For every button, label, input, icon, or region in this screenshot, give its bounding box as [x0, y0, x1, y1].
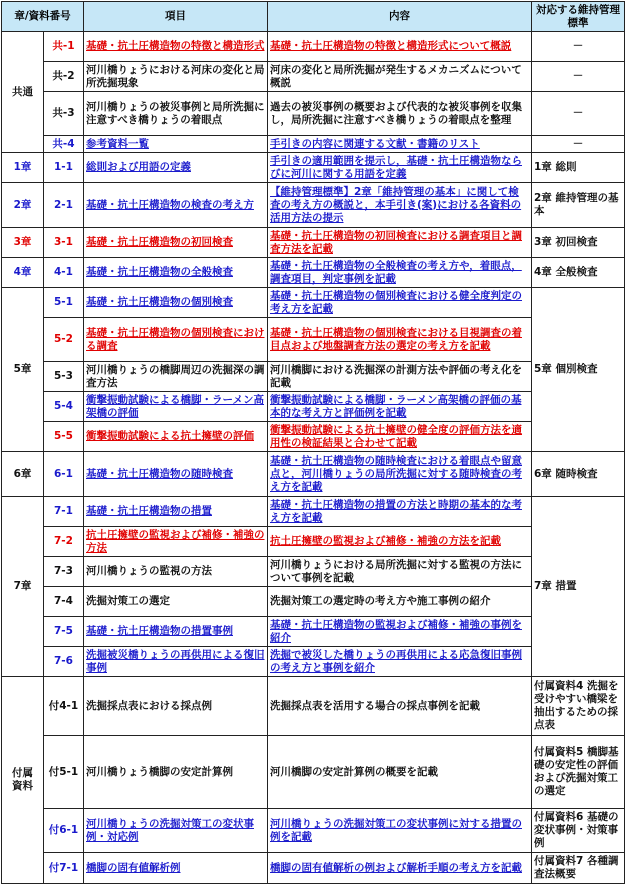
row-standard: 4章 全般検査 [532, 258, 625, 288]
row-content: 河川橋りょうの洗掘対策工の変状事例に対する措置の例を記載 [268, 809, 532, 853]
maintenance-document-table [1, 1, 625, 884]
row-item[interactable]: 基礎・抗土圧構造物の個別検査における調査 [84, 318, 268, 362]
row-number: 5-3 [44, 362, 84, 392]
row-item: 河川橋りょうの橋脚周辺の洗掘深の調査方法 [84, 362, 268, 392]
row-content: 河川橋脚における洗掘深の計測方法や評価の考え化を記載 [268, 362, 532, 392]
table-row [2, 647, 625, 677]
row-item[interactable]: 洗掘被災橋りょうの再供用による復旧事例 [84, 647, 268, 677]
row-number: 付6-1 [44, 809, 84, 853]
chapter-6: 6章 [2, 452, 44, 497]
row-content: 手引きの内容に関連する文献・書籍のリスト [268, 136, 532, 153]
table-row [2, 452, 625, 497]
row-content: 橋脚の固有値解析の例および解析手順の考え方を記載 [268, 853, 532, 884]
row-item: 河川橋りょうの被災事例と局所洗掘に注意すべき橋りょうの着眼点 [84, 92, 268, 136]
row-item[interactable]: 基礎・抗土圧構造物の検査の考え方 [84, 183, 268, 228]
table-row [2, 153, 625, 183]
table-row [2, 853, 625, 884]
row-content: 洗掘で被災した橋りょうの再供用による応急復旧事例の考え方と事例を紹介 [268, 647, 532, 677]
row-number: 7-6 [44, 647, 84, 677]
table-row [2, 809, 625, 853]
row-number: 共-2 [44, 62, 84, 92]
row-content: 衝撃振動試験による橋脚・ラーメン高架橋の評価の基本的な考え方と評価例を記載 [268, 392, 532, 422]
table-row [2, 392, 625, 422]
row-content: 衝撃振動試験による抗土擁壁の健全度の評価方法を適用性の検証結果と合わせて記載 [268, 422, 532, 452]
row-number: 7-3 [44, 557, 84, 587]
row-content: 河床の変化と局所洗掘が発生するメカニズムについて概説 [268, 62, 532, 92]
row-number: 6-1 [44, 452, 84, 497]
row-standard: 3章 初回検査 [532, 228, 625, 258]
table-row [2, 362, 625, 392]
table-row [2, 318, 625, 362]
table-row [2, 183, 625, 228]
row-number: 7-5 [44, 617, 84, 647]
table-row [2, 617, 625, 647]
row-content: 基礎・抗土圧構造物の監視および補修・補強の事例を紹介 [268, 617, 532, 647]
row-item[interactable]: 橋脚の固有値解析例 [84, 853, 268, 884]
header-row [2, 2, 625, 32]
header-item: 項目 [84, 2, 268, 32]
row-item: 洗掘採点表における採点例 [84, 677, 268, 736]
row-content: 基礎・抗土圧構造物の初回検査における調査項目と調査方法を記載 [268, 228, 532, 258]
row-standard: － [532, 62, 625, 92]
row-number: 5-4 [44, 392, 84, 422]
row-content: 抗土圧擁壁の監視および補修・補強の方法を記載 [268, 527, 532, 557]
table-row [2, 422, 625, 452]
table-row [2, 32, 625, 62]
row-content: 洗掘対策工の選定時の考え方や施工事例の紹介 [268, 587, 532, 617]
table-row [2, 92, 625, 136]
header-content: 内容 [268, 2, 532, 32]
table-row [2, 736, 625, 809]
table-row [2, 288, 625, 318]
row-content: 基礎・抗土圧構造物の随時検査における着眼点や留意点と，河川橋りょうの局所洗掘に対する随時検査の考え方を記載 [268, 452, 532, 497]
row-item[interactable]: 基礎・抗土圧構造物の随時検査 [84, 452, 268, 497]
chapter-5: 5章 [2, 288, 44, 452]
chapter-3: 3章 [2, 228, 44, 258]
row-standard: 2章 維持管理の基本 [532, 183, 625, 228]
row-standard: 付属資料6 基礎の変状事例・対策事例 [532, 809, 625, 853]
chapter-7: 7章 [2, 497, 44, 677]
row-item[interactable]: 基礎・抗土圧構造物の個別検査 [84, 288, 268, 318]
row-number: 4-1 [44, 258, 84, 288]
row-item[interactable]: 衝撃振動試験による橋脚・ラーメン高架橋の評価 [84, 392, 268, 422]
table-row [2, 527, 625, 557]
row-content: 基礎・抗土圧構造物の個別検査における健全度判定の考え方を記載 [268, 288, 532, 318]
row-item[interactable]: 河川橋りょうの洗掘対策工の変状事例・対応例 [84, 809, 268, 853]
row-content: 基礎・抗土圧構造物の措置の方法と時期の基本的な考え方を記載 [268, 497, 532, 527]
chapter-4: 4章 [2, 258, 44, 288]
row-number: 3-1 [44, 228, 84, 258]
row-number: 共-1 [44, 32, 84, 62]
row-standard: 5章 個別検査 [532, 288, 625, 452]
row-number: 付4-1 [44, 677, 84, 736]
row-standard: 付属資料7 各種調査法概要 [532, 853, 625, 884]
row-number: 付7-1 [44, 853, 84, 884]
chapter-appendix: 付属 資料 [2, 677, 44, 884]
chapter-1: 1章 [2, 153, 44, 183]
row-number: 7-4 [44, 587, 84, 617]
table-row [2, 258, 625, 288]
row-content: 過去の被災事例の概要および代表的な被災事例を収集し，局所洗掘に注意すべき橋りょうの着眼点を整理 [268, 92, 532, 136]
row-standard: － [532, 32, 625, 62]
row-item[interactable]: 基礎・抗土圧構造物の全般検査 [84, 258, 268, 288]
row-item[interactable]: 基礎・抗土圧構造物の特徴と構造形式 [84, 32, 268, 62]
row-content: 基礎・抗土圧構造物の特徴と構造形式について概説 [268, 32, 532, 62]
row-number: 7-2 [44, 527, 84, 557]
row-standard: 7章 措置 [532, 497, 625, 677]
table-row [2, 136, 625, 153]
row-item: 河川橋りょうにおける河床の変化と局所洗掘現象 [84, 62, 268, 92]
row-number: 2-1 [44, 183, 84, 228]
row-item: 河川橋りょうの監視の方法 [84, 557, 268, 587]
table-row [2, 228, 625, 258]
table-row [2, 587, 625, 617]
row-item[interactable]: 基礎・抗土圧構造物の初回検査 [84, 228, 268, 258]
chapter-common: 共通 [2, 32, 44, 153]
header-standard: 対応する維持管理標準 [532, 2, 625, 32]
chapter-2: 2章 [2, 183, 44, 228]
table-row [2, 557, 625, 587]
row-item[interactable]: 基礎・抗土圧構造物の措置 [84, 497, 268, 527]
row-number: 共-4 [44, 136, 84, 153]
row-item[interactable]: 衝撃振動試験による抗土擁壁の評価 [84, 422, 268, 452]
row-number: 7-1 [44, 497, 84, 527]
row-standard: 6章 随時検査 [532, 452, 625, 497]
header-chapter: 章/資料番号 [2, 2, 84, 32]
row-standard: － [532, 92, 625, 136]
row-standard: － [532, 136, 625, 153]
row-standard: 付属資料5 橋脚基礎の安定性の評価および洗掘対策工の選定 [532, 736, 625, 809]
table-row [2, 677, 625, 736]
row-number: 5-2 [44, 318, 84, 362]
row-item: 河川橋りょう橋脚の安定計算例 [84, 736, 268, 809]
row-item[interactable]: 抗土圧擁壁の監視および補修・補強の方法 [84, 527, 268, 557]
row-content: 手引きの適用範囲を提示し，基礎・抗土圧構造物ならびに河川に関する用語を定義 [268, 153, 532, 183]
table-row [2, 497, 625, 527]
row-item: 洗掘対策工の選定 [84, 587, 268, 617]
row-number: 5-5 [44, 422, 84, 452]
row-number: 5-1 [44, 288, 84, 318]
row-standard: 1章 総則 [532, 153, 625, 183]
table-row [2, 62, 625, 92]
row-standard: 付属資料4 洗掘を受けやすい橋梁を抽出するための採点表 [532, 677, 625, 736]
row-number: 1-1 [44, 153, 84, 183]
row-number: 共-3 [44, 92, 84, 136]
row-content: 基礎・抗土圧構造物の個別検査における目視調査の着目点および地盤調査方法の選定の考え方を記載 [268, 318, 532, 362]
row-item[interactable]: 総則および用語の定義 [84, 153, 268, 183]
row-item[interactable]: 基礎・抗土圧構造物の措置事例 [84, 617, 268, 647]
row-content: 洗掘採点表を活用する場合の採点事例を記載 [268, 677, 532, 736]
row-number: 付5-1 [44, 736, 84, 809]
row-content: 河川橋脚の安定計算例の概要を記載 [268, 736, 532, 809]
row-content: 【維持管理標準】2章「維持管理の基本」に関して検査の考え方の概説と，本手引き(案)における各資料の活用方法の提示 [268, 183, 532, 228]
row-content: 河川橋りょうにおける局所洗掘に対する監視の方法について事例を記載 [268, 557, 532, 587]
row-content: 基礎・抗土圧構造物の全般検査の考え方や，着眼点，調査項目，判定事例を記載 [268, 258, 532, 288]
row-item[interactable]: 参考資料一覧 [84, 136, 268, 153]
